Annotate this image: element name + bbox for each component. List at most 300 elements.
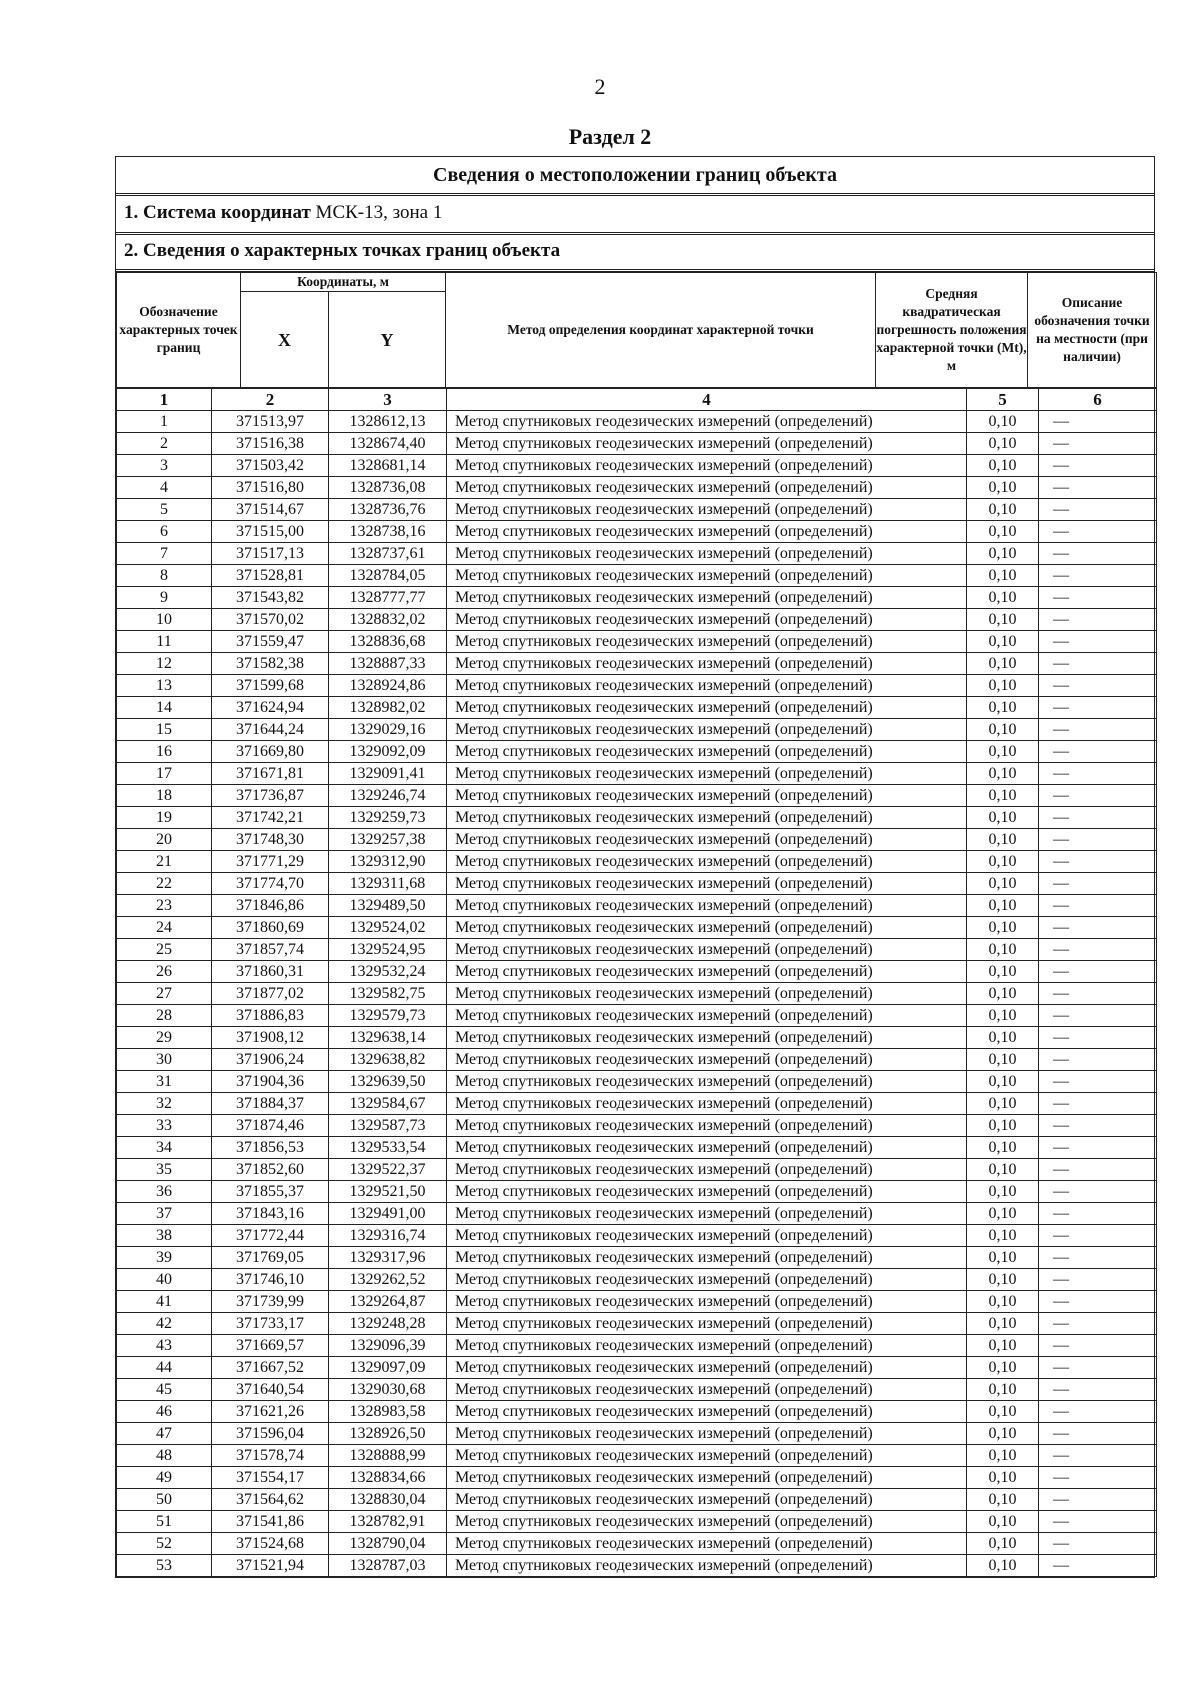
point-number: 48 — [117, 1445, 212, 1467]
y-coordinate: 1328832,02 — [329, 609, 447, 631]
table-row — [117, 587, 1157, 609]
table-row — [117, 917, 1157, 939]
accuracy-cell: 0,10 — [967, 917, 1039, 939]
method-cell: Метод спутниковых геодезических измерений (определений) — [447, 851, 967, 873]
table-row — [117, 499, 1157, 521]
accuracy-cell: 0,10 — [967, 1071, 1039, 1093]
section-title: Раздел 2 — [568, 124, 652, 149]
description-cell: — — [1039, 587, 1157, 609]
header-y: Y — [329, 292, 446, 388]
accuracy-cell: 0,10 — [967, 433, 1039, 455]
y-coordinate: 1328982,02 — [329, 697, 447, 719]
method-cell: Метод спутниковых геодезических измерений (определений) — [447, 1137, 967, 1159]
x-coordinate: 371774,70 — [212, 873, 329, 895]
x-coordinate: 371746,10 — [212, 1269, 329, 1291]
point-number: 17 — [117, 763, 212, 785]
accuracy-cell: 0,10 — [967, 1049, 1039, 1071]
table-row — [117, 455, 1157, 477]
column-header-table — [116, 272, 1157, 388]
y-coordinate: 1329091,41 — [329, 763, 447, 785]
y-coordinate: 1329579,73 — [329, 1005, 447, 1027]
y-coordinate: 1328782,91 — [329, 1511, 447, 1533]
point-number: 3 — [117, 455, 212, 477]
table-row — [117, 1093, 1157, 1115]
y-coordinate: 1329264,87 — [329, 1291, 447, 1313]
table-row — [117, 1159, 1157, 1181]
table-row — [117, 1203, 1157, 1225]
description-cell: — — [1039, 851, 1157, 873]
x-coordinate: 371543,82 — [212, 587, 329, 609]
y-coordinate: 1329096,39 — [329, 1335, 447, 1357]
accuracy-cell: 0,10 — [967, 1511, 1039, 1533]
point-number: 45 — [117, 1379, 212, 1401]
header-accuracy: Средняя квадратическая погрешность положения характерной точки (Mt), м — [876, 273, 1028, 388]
x-coordinate: 371906,24 — [212, 1049, 329, 1071]
point-number: 29 — [117, 1027, 212, 1049]
description-cell: — — [1039, 763, 1157, 785]
point-number: 30 — [117, 1049, 212, 1071]
y-coordinate: 1329317,96 — [329, 1247, 447, 1269]
accuracy-cell: 0,10 — [967, 1489, 1039, 1511]
description-cell: — — [1039, 829, 1157, 851]
description-cell: — — [1039, 1379, 1157, 1401]
table-row — [117, 939, 1157, 961]
y-coordinate: 1329092,09 — [329, 741, 447, 763]
method-cell: Метод спутниковых геодезических измерений (определений) — [447, 433, 967, 455]
table-row — [117, 1555, 1157, 1577]
accuracy-cell: 0,10 — [967, 851, 1039, 873]
method-cell: Метод спутниковых геодезических измерений (определений) — [447, 741, 967, 763]
description-cell: — — [1039, 565, 1157, 587]
table-row — [117, 785, 1157, 807]
description-cell: — — [1039, 983, 1157, 1005]
point-number: 37 — [117, 1203, 212, 1225]
x-coordinate: 371772,44 — [212, 1225, 329, 1247]
x-coordinate: 371541,86 — [212, 1511, 329, 1533]
table-row — [117, 1071, 1157, 1093]
table-row — [117, 895, 1157, 917]
table-row — [117, 1313, 1157, 1335]
accuracy-cell: 0,10 — [967, 763, 1039, 785]
x-coordinate: 371742,21 — [212, 807, 329, 829]
accuracy-cell: 0,10 — [967, 455, 1039, 477]
method-cell: Метод спутниковых геодезических измерений (определений) — [447, 1071, 967, 1093]
point-number: 12 — [117, 653, 212, 675]
description-cell: — — [1039, 477, 1157, 499]
point-number: 46 — [117, 1401, 212, 1423]
y-coordinate: 1328777,77 — [329, 587, 447, 609]
accuracy-cell: 0,10 — [967, 477, 1039, 499]
boundary-info-frame — [115, 156, 1155, 1578]
x-coordinate: 371843,16 — [212, 1203, 329, 1225]
x-coordinate: 371528,81 — [212, 565, 329, 587]
y-coordinate: 1328674,40 — [329, 433, 447, 455]
point-number: 2 — [117, 433, 212, 455]
method-cell: Метод спутниковых геодезических измерений (определений) — [447, 1049, 967, 1071]
description-cell: — — [1039, 1357, 1157, 1379]
point-number: 13 — [117, 675, 212, 697]
x-coordinate: 371515,00 — [212, 521, 329, 543]
accuracy-cell: 0,10 — [967, 1467, 1039, 1489]
description-cell: — — [1039, 719, 1157, 741]
y-coordinate: 1329257,38 — [329, 829, 447, 851]
point-number: 7 — [117, 543, 212, 565]
method-cell: Метод спутниковых геодезических измерений (определений) — [447, 1005, 967, 1027]
method-cell: Метод спутниковых геодезических измерений (определений) — [447, 807, 967, 829]
x-coordinate: 371886,83 — [212, 1005, 329, 1027]
point-number: 16 — [117, 741, 212, 763]
x-coordinate: 371769,05 — [212, 1247, 329, 1269]
method-cell: Метод спутниковых геодезических измерений (определений) — [447, 1423, 967, 1445]
y-coordinate: 1328736,76 — [329, 499, 447, 521]
description-cell: — — [1039, 455, 1157, 477]
accuracy-cell: 0,10 — [967, 785, 1039, 807]
method-cell: Метод спутниковых геодезических измерений (определений) — [447, 763, 967, 785]
points-title: 2. Сведения о характерных точках границ объекта — [116, 235, 1154, 272]
point-number: 50 — [117, 1489, 212, 1511]
y-coordinate: 1328924,86 — [329, 675, 447, 697]
table-row — [117, 697, 1157, 719]
point-number: 9 — [117, 587, 212, 609]
method-cell: Метод спутниковых геодезических измерений (определений) — [447, 675, 967, 697]
header-description: Описание обозначения точки на местности (при наличии) — [1028, 273, 1157, 388]
x-coordinate: 371855,37 — [212, 1181, 329, 1203]
x-coordinate: 371624,94 — [212, 697, 329, 719]
table-row — [117, 1115, 1157, 1137]
table-row — [117, 1027, 1157, 1049]
point-number: 42 — [117, 1313, 212, 1335]
accuracy-cell: 0,10 — [967, 1555, 1039, 1577]
frame-title: Сведения о местоположении границ объекта — [116, 157, 1154, 196]
column-number: 2 — [212, 389, 329, 411]
description-cell: — — [1039, 1533, 1157, 1555]
accuracy-cell: 0,10 — [967, 411, 1039, 433]
method-cell: Метод спутниковых геодезических измерений (определений) — [447, 961, 967, 983]
description-cell: — — [1039, 609, 1157, 631]
x-coordinate: 371524,68 — [212, 1533, 329, 1555]
description-cell: — — [1039, 1313, 1157, 1335]
x-coordinate: 371640,54 — [212, 1379, 329, 1401]
description-cell: — — [1039, 1401, 1157, 1423]
x-coordinate: 371516,80 — [212, 477, 329, 499]
description-cell: — — [1039, 1005, 1157, 1027]
accuracy-cell: 0,10 — [967, 939, 1039, 961]
description-cell: — — [1039, 1269, 1157, 1291]
method-cell: Метод спутниковых геодезических измерений (определений) — [447, 477, 967, 499]
point-number: 11 — [117, 631, 212, 653]
point-number: 38 — [117, 1225, 212, 1247]
table-row — [117, 1357, 1157, 1379]
points-table-body — [117, 389, 1157, 1577]
x-coordinate: 371503,42 — [212, 455, 329, 477]
point-number: 39 — [117, 1247, 212, 1269]
description-cell: — — [1039, 873, 1157, 895]
y-coordinate: 1329584,67 — [329, 1093, 447, 1115]
method-cell: Метод спутниковых геодезических измерений (определений) — [447, 1511, 967, 1533]
x-coordinate: 371739,99 — [212, 1291, 329, 1313]
table-row — [117, 653, 1157, 675]
description-cell: — — [1039, 1137, 1157, 1159]
accuracy-cell: 0,10 — [967, 741, 1039, 763]
y-coordinate: 1329312,90 — [329, 851, 447, 873]
point-number: 18 — [117, 785, 212, 807]
point-number: 32 — [117, 1093, 212, 1115]
method-cell: Метод спутниковых геодезических измерений (определений) — [447, 1027, 967, 1049]
y-coordinate: 1329489,50 — [329, 895, 447, 917]
description-cell: — — [1039, 1071, 1157, 1093]
accuracy-cell: 0,10 — [967, 587, 1039, 609]
accuracy-cell: 0,10 — [967, 653, 1039, 675]
method-cell: Метод спутниковых геодезических измерений (определений) — [447, 1203, 967, 1225]
method-cell: Метод спутниковых геодезических измерений (определений) — [447, 1401, 967, 1423]
y-coordinate: 1329587,73 — [329, 1115, 447, 1137]
y-coordinate: 1329582,75 — [329, 983, 447, 1005]
description-cell: — — [1039, 499, 1157, 521]
x-coordinate: 371884,37 — [212, 1093, 329, 1115]
point-number: 52 — [117, 1533, 212, 1555]
header-x: X — [241, 292, 329, 388]
method-cell: Метод спутниковых геодезических измерений (определений) — [447, 653, 967, 675]
accuracy-cell: 0,10 — [967, 697, 1039, 719]
table-row — [117, 763, 1157, 785]
point-number: 41 — [117, 1291, 212, 1313]
method-cell: Метод спутниковых геодезических измерений (определений) — [447, 411, 967, 433]
method-cell: Метод спутниковых геодезических измерений (определений) — [447, 609, 967, 631]
accuracy-cell: 0,10 — [967, 1225, 1039, 1247]
point-number: 33 — [117, 1115, 212, 1137]
coordinate-system-value: МСК-13, зона 1 — [310, 202, 443, 223]
method-cell: Метод спутниковых геодезических измерений (определений) — [447, 1335, 967, 1357]
y-coordinate: 1329248,28 — [329, 1313, 447, 1335]
point-number: 44 — [117, 1357, 212, 1379]
y-coordinate: 1329638,82 — [329, 1049, 447, 1071]
description-cell: — — [1039, 1467, 1157, 1489]
table-row — [117, 631, 1157, 653]
header-method: Метод определения координат характерной точки — [446, 273, 876, 388]
accuracy-cell: 0,10 — [967, 1159, 1039, 1181]
method-cell: Метод спутниковых геодезических измерений (определений) — [447, 1093, 967, 1115]
description-cell: — — [1039, 1445, 1157, 1467]
method-cell: Метод спутниковых геодезических измерений (определений) — [447, 1115, 967, 1137]
accuracy-cell: 0,10 — [967, 565, 1039, 587]
point-number: 27 — [117, 983, 212, 1005]
accuracy-cell: 0,10 — [967, 829, 1039, 851]
description-cell: — — [1039, 807, 1157, 829]
description-cell: — — [1039, 1203, 1157, 1225]
description-cell: — — [1039, 1115, 1157, 1137]
point-number: 51 — [117, 1511, 212, 1533]
accuracy-cell: 0,10 — [967, 1379, 1039, 1401]
point-number: 26 — [117, 961, 212, 983]
description-cell: — — [1039, 939, 1157, 961]
point-number: 36 — [117, 1181, 212, 1203]
x-coordinate: 371874,46 — [212, 1115, 329, 1137]
method-cell: Метод спутниковых геодезических измерений (определений) — [447, 829, 967, 851]
point-number: 53 — [117, 1555, 212, 1577]
method-cell: Метод спутниковых геодезических измерений (определений) — [447, 983, 967, 1005]
x-coordinate: 371771,29 — [212, 851, 329, 873]
accuracy-cell: 0,10 — [967, 1115, 1039, 1137]
table-row — [117, 983, 1157, 1005]
method-cell: Метод спутниковых геодезических измерений (определений) — [447, 1533, 967, 1555]
accuracy-cell: 0,10 — [967, 609, 1039, 631]
y-coordinate: 1329246,74 — [329, 785, 447, 807]
method-cell: Метод спутниковых геодезических измерений (определений) — [447, 521, 967, 543]
table-row — [117, 1247, 1157, 1269]
accuracy-cell: 0,10 — [967, 1423, 1039, 1445]
table-row — [117, 741, 1157, 763]
y-coordinate: 1328738,16 — [329, 521, 447, 543]
description-cell: — — [1039, 895, 1157, 917]
y-coordinate: 1328736,08 — [329, 477, 447, 499]
points-table — [116, 388, 1157, 1577]
table-row — [117, 1401, 1157, 1423]
method-cell: Метод спутниковых геодезических измерений (определений) — [447, 631, 967, 653]
y-coordinate: 1328787,03 — [329, 1555, 447, 1577]
point-number: 20 — [117, 829, 212, 851]
x-coordinate: 371599,68 — [212, 675, 329, 697]
y-coordinate: 1328830,04 — [329, 1489, 447, 1511]
method-cell: Метод спутниковых геодезических измерений (определений) — [447, 873, 967, 895]
accuracy-cell: 0,10 — [967, 961, 1039, 983]
method-cell: Метод спутниковых геодезических измерений (определений) — [447, 1159, 967, 1181]
x-coordinate: 371671,81 — [212, 763, 329, 785]
table-row — [117, 1445, 1157, 1467]
method-cell: Метод спутниковых геодезических измерений (определений) — [447, 1467, 967, 1489]
point-number: 49 — [117, 1467, 212, 1489]
accuracy-cell: 0,10 — [967, 873, 1039, 895]
point-number: 15 — [117, 719, 212, 741]
y-coordinate: 1328888,99 — [329, 1445, 447, 1467]
description-cell: — — [1039, 961, 1157, 983]
method-cell: Метод спутниковых геодезических измерений (определений) — [447, 587, 967, 609]
y-coordinate: 1328983,58 — [329, 1401, 447, 1423]
accuracy-cell: 0,10 — [967, 521, 1039, 543]
point-number: 4 — [117, 477, 212, 499]
description-cell: — — [1039, 1027, 1157, 1049]
method-cell: Метод спутниковых геодезических измерений (определений) — [447, 1181, 967, 1203]
accuracy-cell: 0,10 — [967, 1291, 1039, 1313]
method-cell: Метод спутниковых геодезических измерений (определений) — [447, 697, 967, 719]
x-coordinate: 371908,12 — [212, 1027, 329, 1049]
table-row — [117, 609, 1157, 631]
x-coordinate: 371733,17 — [212, 1313, 329, 1335]
description-cell: — — [1039, 1247, 1157, 1269]
coordinate-system-label: 1. Система координат — [124, 202, 311, 223]
table-row — [117, 1269, 1157, 1291]
table-row — [117, 675, 1157, 697]
y-coordinate: 1328612,13 — [329, 411, 447, 433]
table-row — [117, 1533, 1157, 1555]
table-row — [117, 1005, 1157, 1027]
point-number: 19 — [117, 807, 212, 829]
y-coordinate: 1328834,66 — [329, 1467, 447, 1489]
table-row — [117, 433, 1157, 455]
method-cell: Метод спутниковых геодезических измерений (определений) — [447, 543, 967, 565]
x-coordinate: 371621,26 — [212, 1401, 329, 1423]
table-row — [117, 1467, 1157, 1489]
description-cell: — — [1039, 1555, 1157, 1577]
accuracy-cell: 0,10 — [967, 1335, 1039, 1357]
table-row — [117, 1181, 1157, 1203]
x-coordinate: 371736,87 — [212, 785, 329, 807]
x-coordinate: 371517,13 — [212, 543, 329, 565]
description-cell: — — [1039, 653, 1157, 675]
method-cell: Метод спутниковых геодезических измерений (определений) — [447, 1445, 967, 1467]
accuracy-cell: 0,10 — [967, 1093, 1039, 1115]
accuracy-cell: 0,10 — [967, 631, 1039, 653]
method-cell: Метод спутниковых геодезических измерений (определений) — [447, 1489, 967, 1511]
accuracy-cell: 0,10 — [967, 1445, 1039, 1467]
x-coordinate: 371514,67 — [212, 499, 329, 521]
y-coordinate: 1329521,50 — [329, 1181, 447, 1203]
point-number: 21 — [117, 851, 212, 873]
coordinate-system-row — [116, 196, 1154, 235]
y-coordinate: 1329638,14 — [329, 1027, 447, 1049]
column-number: 4 — [447, 389, 967, 411]
method-cell: Метод спутниковых геодезических измерений (определений) — [447, 1225, 967, 1247]
table-row — [117, 829, 1157, 851]
accuracy-cell: 0,10 — [967, 1005, 1039, 1027]
point-number: 14 — [117, 697, 212, 719]
y-coordinate: 1329522,37 — [329, 1159, 447, 1181]
y-coordinate: 1329491,00 — [329, 1203, 447, 1225]
x-coordinate: 371860,31 — [212, 961, 329, 983]
table-row — [117, 807, 1157, 829]
point-number: 10 — [117, 609, 212, 631]
accuracy-cell: 0,10 — [967, 675, 1039, 697]
x-coordinate: 371852,60 — [212, 1159, 329, 1181]
table-row — [117, 477, 1157, 499]
y-coordinate: 1329524,02 — [329, 917, 447, 939]
method-cell: Метод спутниковых геодезических измерений (определений) — [447, 719, 967, 741]
description-cell: — — [1039, 1093, 1157, 1115]
x-coordinate: 371857,74 — [212, 939, 329, 961]
y-coordinate: 1328887,33 — [329, 653, 447, 675]
table-row — [117, 1137, 1157, 1159]
description-cell: — — [1039, 543, 1157, 565]
description-cell: — — [1039, 1335, 1157, 1357]
table-row — [117, 1291, 1157, 1313]
table-row — [117, 521, 1157, 543]
x-coordinate: 371521,94 — [212, 1555, 329, 1577]
accuracy-cell: 0,10 — [967, 983, 1039, 1005]
table-row — [117, 1049, 1157, 1071]
description-cell: — — [1039, 433, 1157, 455]
method-cell: Метод спутниковых геодезических измерений (определений) — [447, 917, 967, 939]
method-cell: Метод спутниковых геодезических измерений (определений) — [447, 1357, 967, 1379]
method-cell: Метод спутниковых геодезических измерений (определений) — [447, 455, 967, 477]
description-cell: — — [1039, 1181, 1157, 1203]
accuracy-cell: 0,10 — [967, 1203, 1039, 1225]
accuracy-cell: 0,10 — [967, 1313, 1039, 1335]
column-number: 1 — [117, 389, 212, 411]
column-number-row — [117, 389, 1157, 411]
x-coordinate: 371667,52 — [212, 1357, 329, 1379]
y-coordinate: 1328926,50 — [329, 1423, 447, 1445]
point-number: 1 — [117, 411, 212, 433]
y-coordinate: 1329524,95 — [329, 939, 447, 961]
table-row — [117, 1379, 1157, 1401]
point-number: 24 — [117, 917, 212, 939]
accuracy-cell: 0,10 — [967, 1269, 1039, 1291]
x-coordinate: 371669,57 — [212, 1335, 329, 1357]
point-number: 8 — [117, 565, 212, 587]
y-coordinate: 1329532,24 — [329, 961, 447, 983]
table-row — [117, 543, 1157, 565]
point-number: 47 — [117, 1423, 212, 1445]
y-coordinate: 1329259,73 — [329, 807, 447, 829]
